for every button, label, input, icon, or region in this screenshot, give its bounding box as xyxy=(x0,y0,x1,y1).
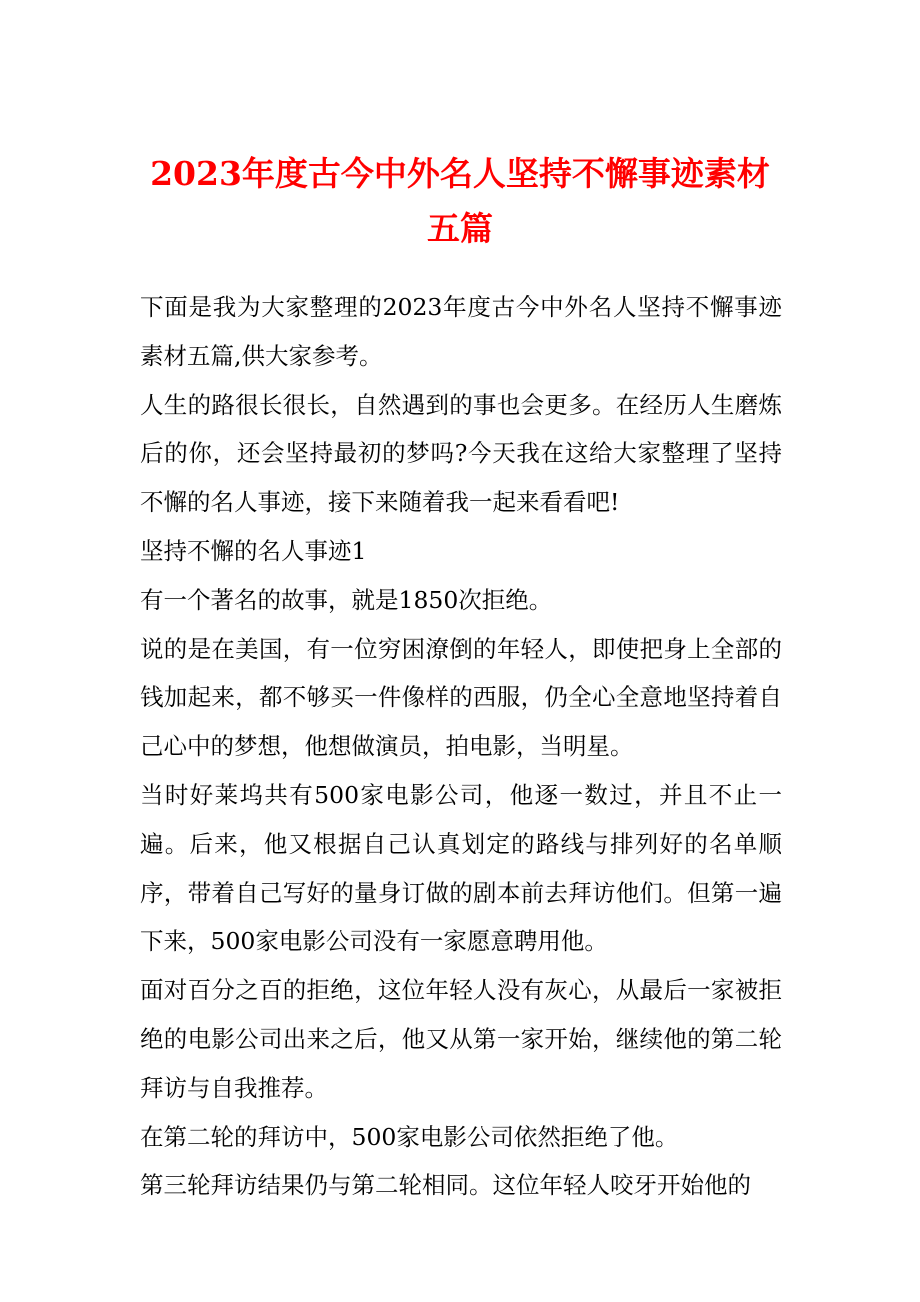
paragraph: 面对百分之百的拒绝，这位年轻人没有灰心，从最后一家被拒绝的电影公司出来之后，他又从第一家开始，继续他的第二轮拜访与自我推荐。 xyxy=(140,976,782,1102)
title-line-2: 五篇 xyxy=(427,209,493,248)
paragraph-intro: 下面是我为大家整理的2023年度古今中外名人坚持不懈事迹素材五篇,供大家参考。 xyxy=(140,293,782,370)
title-line-1: 2023年度古今中外名人坚持不懈事迹素材 xyxy=(150,154,770,193)
paragraph: 有一个著名的故事，就是1850次拒绝。 xyxy=(140,585,553,614)
paragraph-preface: 人生的路很长很长，自然遇到的事也会更多。在经历人生磨炼后的你，还会坚持最初的梦吗?今天我在这给大家整理了坚持不懈的名人事迹，接下来随着我一起来看看吧! xyxy=(140,390,782,517)
document-title xyxy=(130,146,790,256)
section-heading-1: 坚持不懈的名人事迹1 xyxy=(140,536,367,565)
paragraph: 第三轮拜访结果仍与第二轮相同。这位年轻人咬牙开始他的 xyxy=(140,1171,751,1200)
paragraph: 在第二轮的拜访中，500家电影公司依然拒绝了他。 xyxy=(140,1122,679,1151)
paragraph: 说的是在美国，有一位穷困潦倒的年轻人，即使把身上全部的钱加起来，都不够买一件像样的西服，仍全心全意地坚持着自己心中的梦想，他想做演员，拍电影，当明星。 xyxy=(140,634,782,761)
document-body xyxy=(140,283,782,1210)
paragraph: 当时好莱坞共有500家电影公司，他逐一数过，并且不止一遍。后来，他又根据自己认真划定的路线与排列好的名单顺序，带着自己写好的量身订做的剧本前去拜访他们。但第一遍下来，500家电影公司没有一家愿意聘用他。 xyxy=(140,780,782,956)
